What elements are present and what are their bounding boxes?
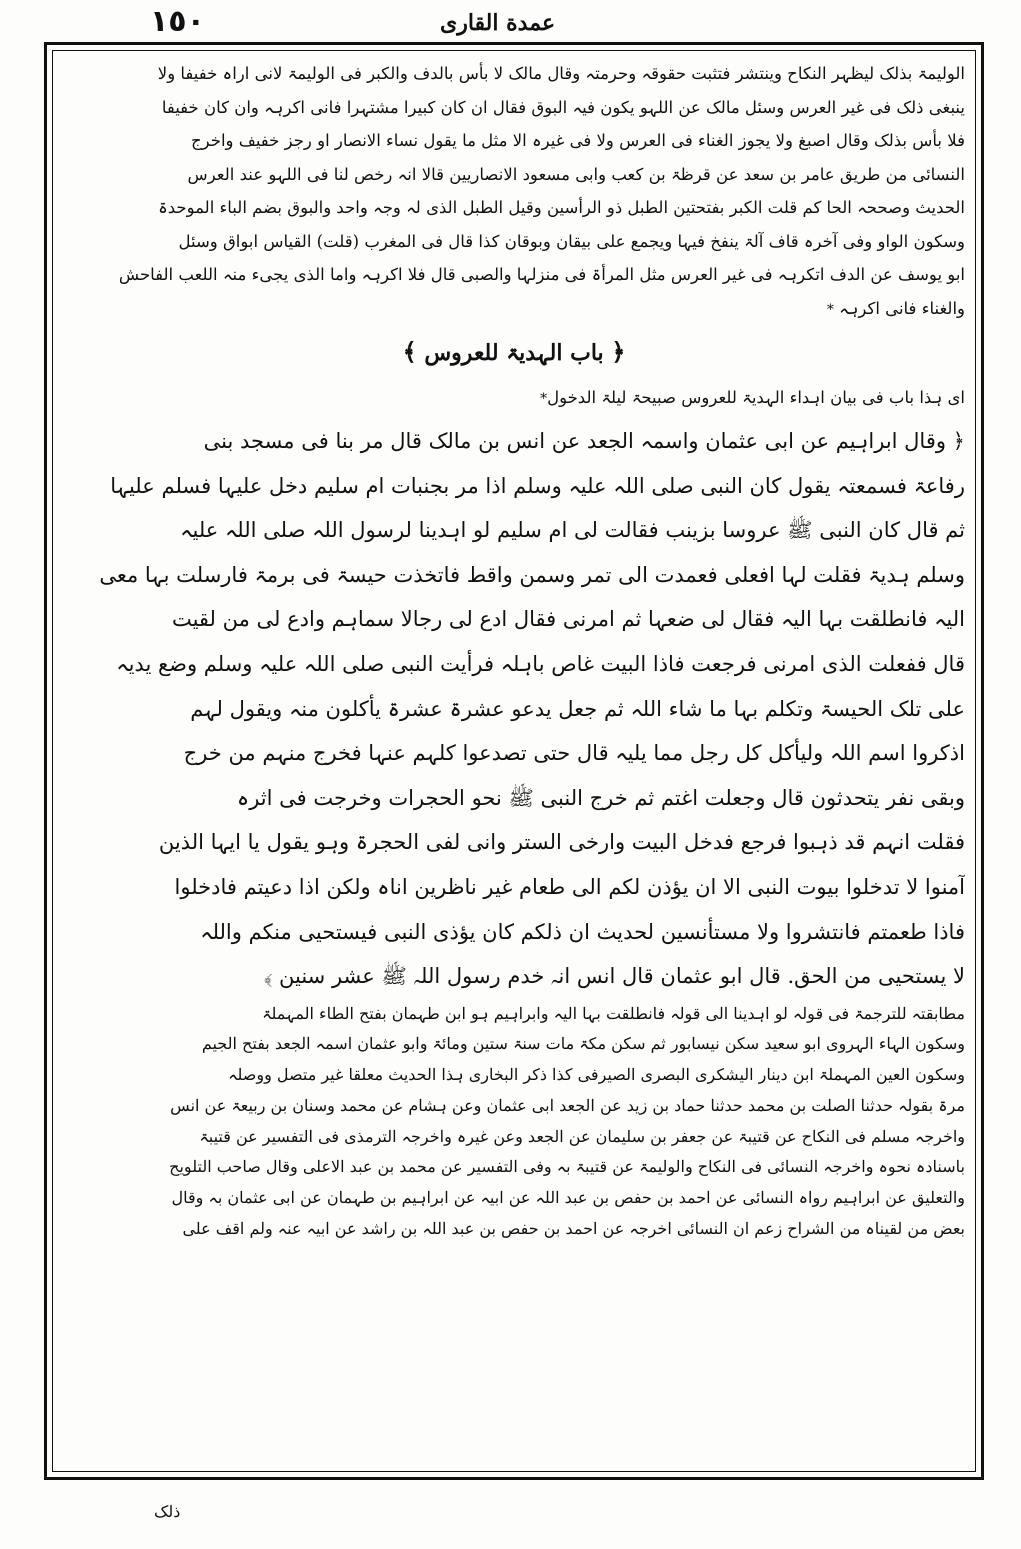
text-line-content: والغناء فانی اکرہہ [839, 298, 965, 318]
text-line [63, 292, 965, 328]
text-line: بعض من لقیناہ من الشراح زعم ان النسائی اخرجہ عن احمد بن حفص بن عبد اللہ بن راشد عن ابیہ عنہ ولم اقف علی [182, 1218, 965, 1238]
commentary-bottom [63, 999, 965, 1245]
hadith-line: ثم قال کان النبی ﷺ عروسا بزینب فقالت لی ام سلیم لو اہدینا لرسول اللہ صلی اللہ علیہ [180, 518, 965, 543]
text-line: واخرجہ مسلم فی النکاح عن قتیبۃ عن جعفر بن سلیمان عن الجعد وعن غیرہ واخرجہ الترمذی فی التفسیر عن قتیبۃ [199, 1126, 965, 1146]
page-number: ١٥٠ [150, 4, 205, 39]
text-line: مرۃ بقولہ حدثنا الصلت بن محمد حدثنا حماد بن زید عن الجعد ابی عثمان وعن ہشام عن محمد وسنان بن ربیعۃ عن انس [170, 1095, 965, 1115]
hadith-line: وبقی نفر یتحدثون قال وجعلت اغتم ثم خرج النبی ﷺ نحو الحجرات وخرجت فی اثرہ [236, 785, 965, 810]
chapter-heading-text: باب الہدیۃ للعروس [424, 340, 604, 366]
text-line: وسکون الہاء الہروی ابو سعید سکن نیسابور ثم سکن مکۃ مات سنۃ ستین ومائۃ وابو عثمان اسمہ الجعد بفتح الجیم [201, 1034, 965, 1054]
ornamental-bracket-close: ﴾ [402, 337, 417, 366]
hadith-line: لا یستحیی من الحق. قال ابو عثمان قال انس انہ خدم رسول اللہ ﷺ عشر سنین ﴾ [263, 964, 965, 989]
hadith-line: وسلم ہدیۃ فقلت لہا افعلی فعمدت الی تمر وسمن واقط فاتخذت حیسۃ فی برمۃ فارسلت بہا معی [99, 562, 965, 587]
text-line: وسکون الواو وفی آخرہ قاف آلۃ ینفخ فیہا ویجمع علی بیقان وبوقان کذا قال فی المغرب (قلت) القیاس ابواق وسئل [178, 231, 965, 251]
running-title: عمدة القاری [440, 10, 556, 36]
hadith-line: اذکروا اسم اللہ ولیأکل کل رجل مما یلیہ قال حتی تصدعوا کلہم عنہا فخرج منہم من خرج [183, 741, 965, 766]
end-mark: * [540, 391, 548, 407]
text-line: ینبغی ذلک فی غیر العرس وسئل مالک عن اللہو یکون فیہ البوق فقال ان کان کبیرا مشتہرا فانی اکرہہ وان کان خفیفا [161, 97, 965, 117]
text-line: النسائی من طریق عامر بن سعد عن قرظۃ بن کعب وابی مسعود الانصاریین قالا انہ رخص لنا فی اللہو عند العرس [187, 164, 965, 184]
chapter-subheading [63, 378, 965, 419]
hadith-line: علی تلک الحیسۃ وتکلم بہا ما شاء اللہ ثم جعل یدعو عشرۃ عشرۃ یأکلون منہ ویقول لہم [190, 696, 965, 721]
hadith-line: قال ففعلت الذی امرنی فرجعت فاذا البیت غاص باہلہ فرأیت النبی صلی اللہ علیہ وسلم وضع یدیہ [116, 651, 965, 676]
page-header [0, 4, 1021, 42]
text-line: والتعلیق عن ابراہیم رواہ النسائی عن احمد بن حفص بن عبد اللہ عن ابیہ عن ابراہیم بن طہمان عن ابی عثمان بہ وقال [171, 1187, 965, 1207]
page-body [63, 57, 965, 1467]
footer-catchword: ذلک [154, 1502, 181, 1521]
hadith-line: ﴿ وقال ابراہیم عن ابی عثمان واسمہ الجعد عن انس بن مالک قال مر بنا فی مسجد بنی [203, 429, 965, 453]
chapter-heading [63, 327, 965, 378]
page-frame [44, 42, 984, 1480]
text-line: فلا بأس بذلک وقال اصبغ ولا یجوز الغناء فی العرس ولا فی غیرہ الا مثل ما یقول نساء الانصار او رجز خفیف واخرج [190, 131, 965, 150]
text-line: ابو یوسف عن الدف اتکرہہ فی غیر العرس مثل المرأۃ فی منزلہا والصبی قال فلا اکرہہ واما الذی یجیء منہ اللعب الفاحش [118, 265, 965, 284]
hadith-line: فاذا طعمتم فانتشروا ولا مستأنسین لحدیث ان ذلکم کان یؤذی النبی فیستحیی منکم واللہ [200, 919, 965, 944]
text-line: مطابقتہ للترجمۃ فی قولہ لو اہدینا الی قولہ فانطلقت بہا الیہ وابراہیم ہو ابن طہمان بفتح الطاء المہملۃ [262, 1003, 965, 1023]
hadith-line: آمنوا لا تدخلوا بیوت النبی الا ان یؤذن لکم الی طعام غیر ناظرین اناہ ولکن اذا دعیتم فادخلوا [174, 874, 965, 899]
text-line: الولیمۃ بذلک لیظہر النکاح وینتشر فتثبت حقوقہ وحرمتہ وقال مالک لا بأس بالدف والکبر فی الولیمۃ لانی اراہ خفیفا ولا [157, 64, 965, 83]
hadith-text [63, 419, 965, 999]
text-line: باسنادہ نحوہ واخرجہ النسائی فی النکاح والولیمۃ عن قتیبۃ بہ وفی التفسیر عن محمد بن عبد الاعلی وقال صاحب التلویح [169, 1157, 965, 1177]
commentary-top [63, 57, 965, 327]
end-mark: * [826, 301, 834, 318]
hadith-line: الیہ فانطلقت بہا الیہ فقال لی ضعہا ثم امرنی فقال ادع لی رجالا سماہم وادع لی من لقیت [171, 607, 965, 632]
text-line: وسکون العین المہملۃ ابن دینار الیشکری البصری الصیرفی کذا ذکر البخاری ہذا الحدیث معلقا غیر متصل ووصلہ [228, 1065, 965, 1085]
hadith-line: فقلت انہم قد ذہبوا فرجع فدخل البیت وارخی الستر وانی لفی الحجرۃ وہو یقول یا ایہا الذین [158, 830, 965, 855]
hadith-line: رفاعۃ فسمعتہ یقول کان النبی صلی اللہ علیہ وسلم اذا مر بجنبات ام سلیم دخل علیہا فسلم علیہا [110, 473, 965, 498]
text-line: الحدیث وصححہ الحا کم قلت الکبر بفتحتین الطبل ذو الرأسین وقیل الطبل الذی لہ وجہ واحد والبوق بضم الباء الموحدۃ [158, 198, 965, 217]
ornamental-bracket-open: ﴿ [611, 337, 626, 366]
subheading-text: ای ہذا باب فی بیان اہداء الہدیۃ للعروس صبیحۃ لیلۃ الدخول [547, 388, 965, 407]
